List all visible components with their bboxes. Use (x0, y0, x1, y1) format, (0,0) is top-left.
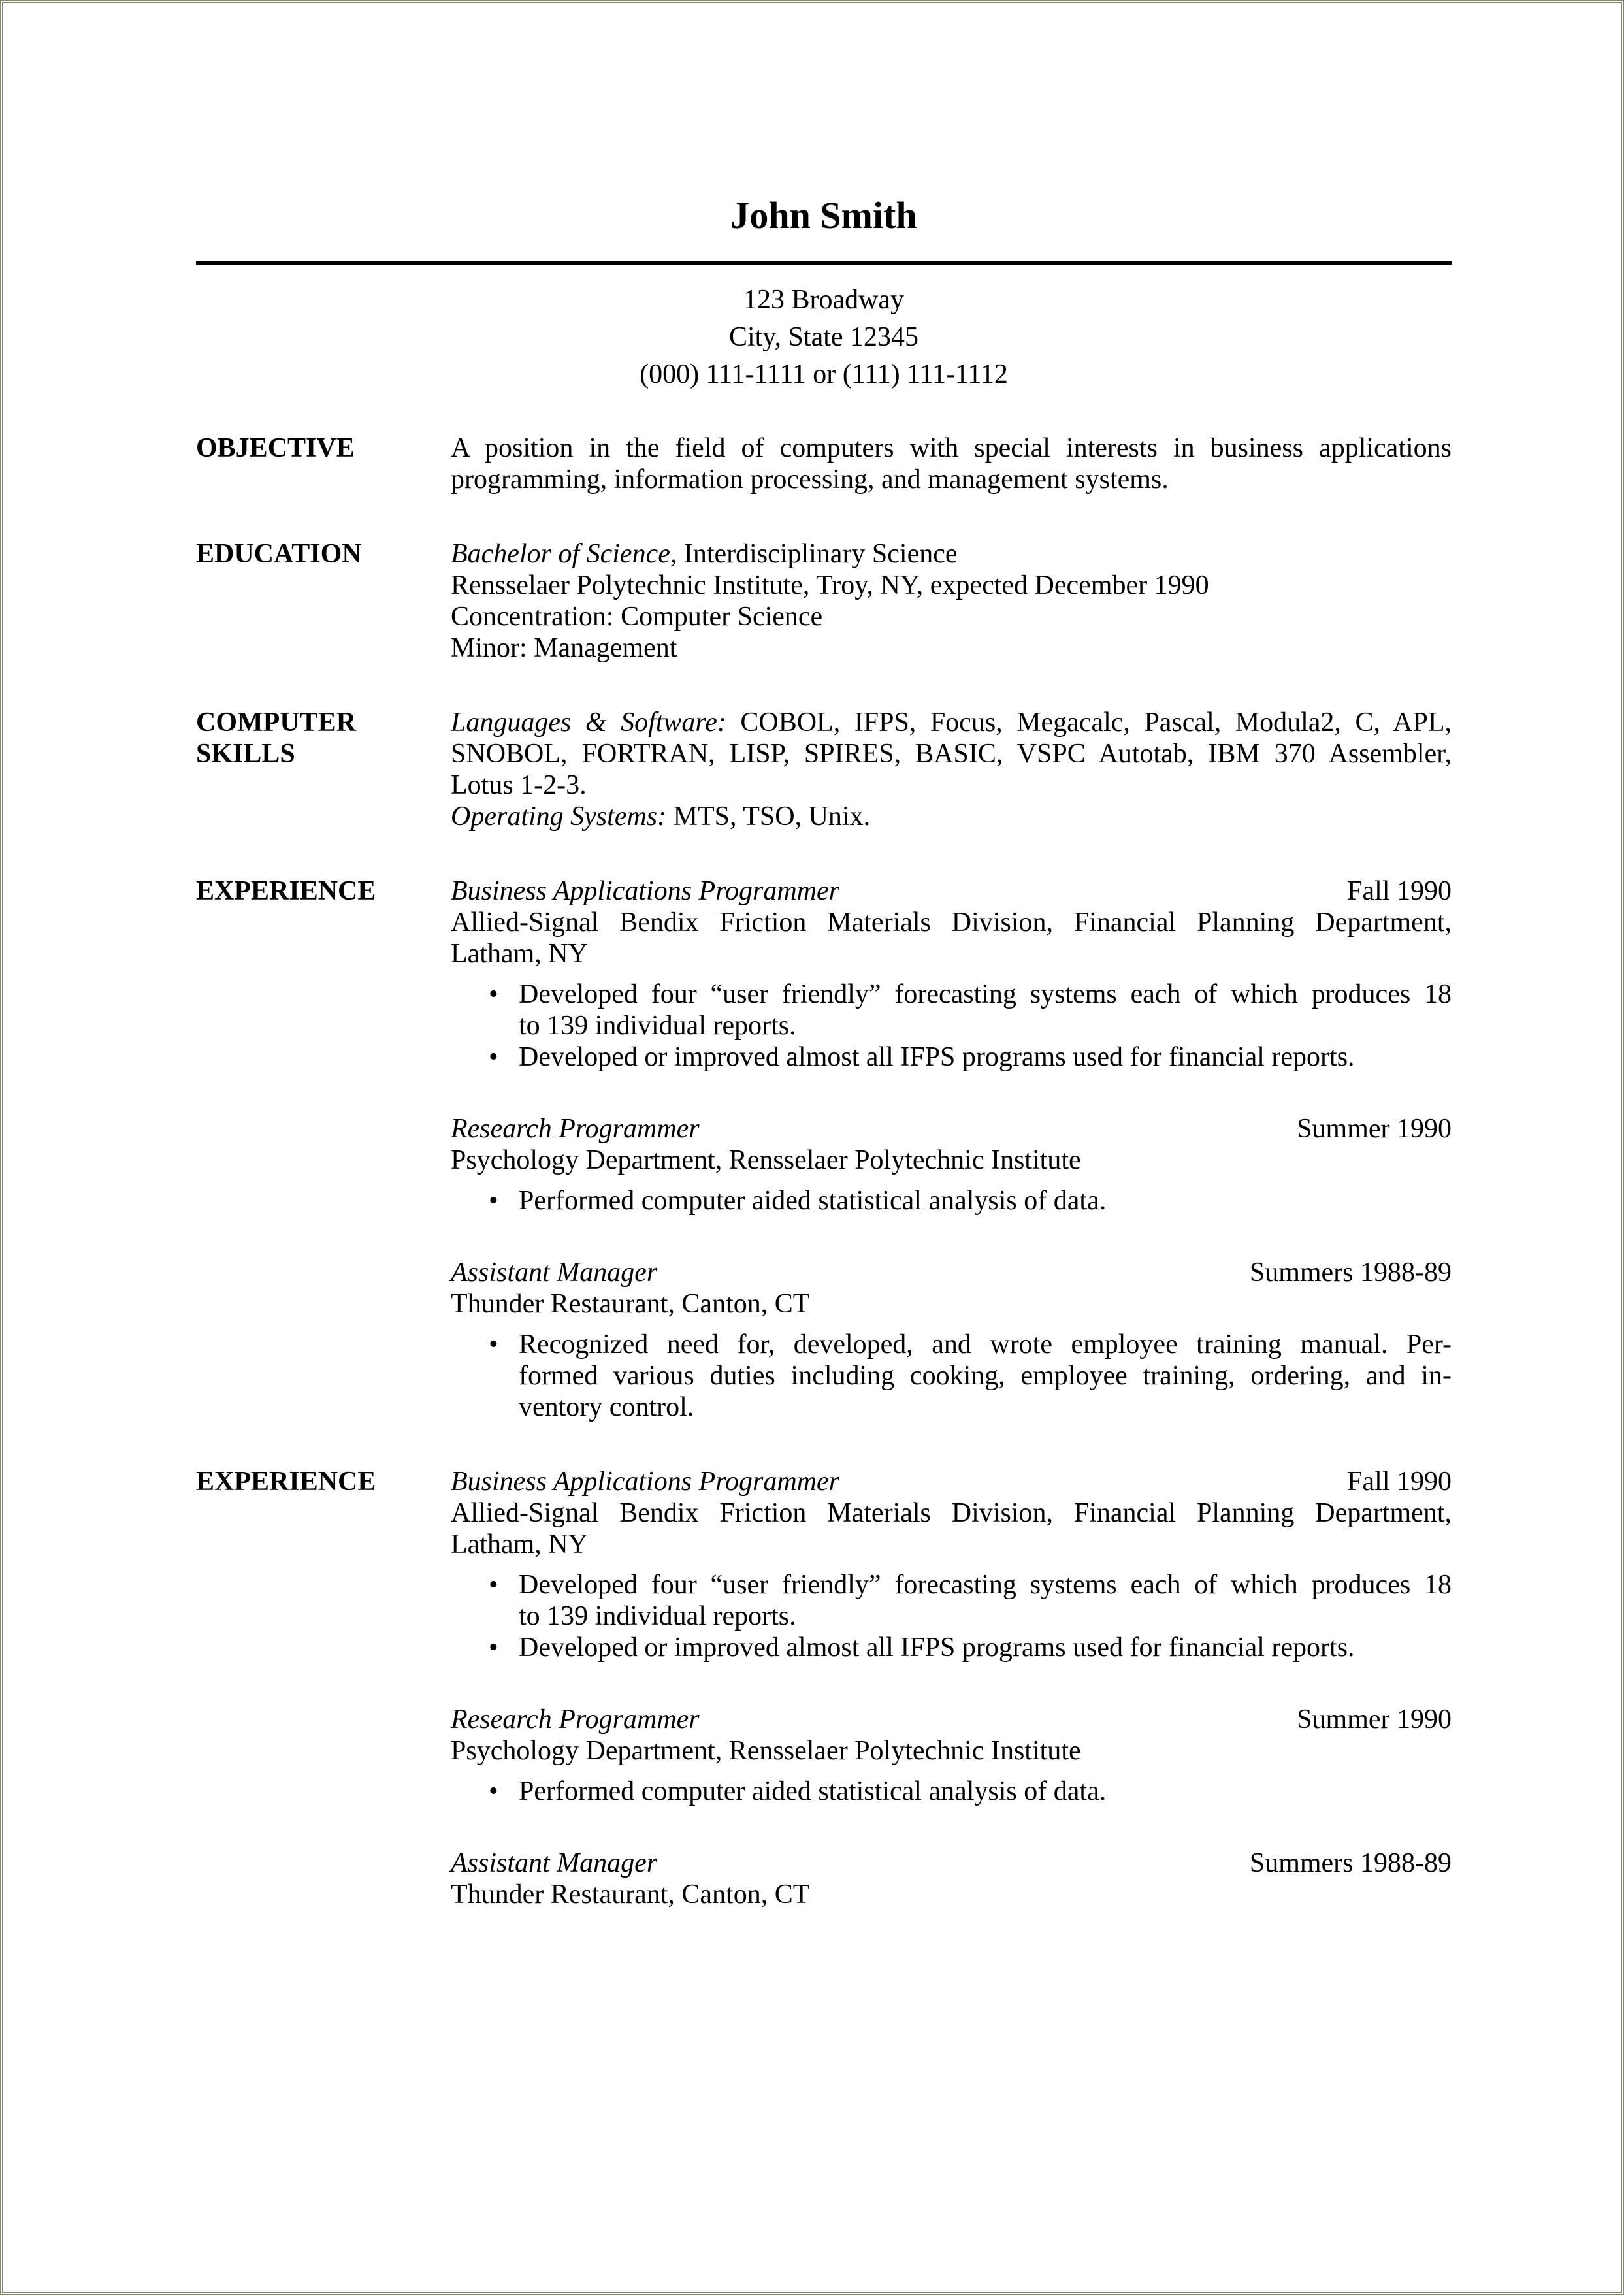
section-computer-skills (196, 707, 1452, 832)
job-date: Fall 1990 (1347, 876, 1452, 906)
job-title: Assistant Manager (451, 1848, 658, 1878)
section-label: OBJECTIVE (196, 433, 355, 463)
list-item (451, 1776, 1452, 1807)
job-date: Summers 1988-89 (1249, 1848, 1452, 1878)
job-header (451, 1466, 1452, 1497)
job-org-line: Allied-Signal Bendix Friction Materials Division, Financial Planning Department, (451, 1498, 1452, 1528)
school-line: Rensselaer Polytechnic Institute, Troy, NY, expected December 1990 (451, 570, 1209, 600)
address-line: 123 Broadway (743, 285, 905, 315)
job-org-line: Thunder Restaurant, Canton, CT (451, 1289, 810, 1319)
job (451, 1847, 1452, 1910)
objective-line: A position in the field of computers with special interests in business applications (451, 433, 1452, 463)
list-item (451, 1041, 1452, 1073)
list-item (451, 979, 1452, 1041)
job-title: Assistant Manager (451, 1258, 658, 1288)
address-line: City, State 12345 (728, 322, 919, 352)
bullet-icon: • (489, 1042, 498, 1072)
section-education (196, 538, 1452, 664)
page-title: John Smith (730, 194, 917, 236)
header-rule (196, 261, 1452, 265)
section-label: EXPERIENCE (196, 1467, 376, 1497)
languages-line (451, 707, 1452, 738)
job-org-line: Latham, NY (451, 939, 588, 969)
job (451, 1704, 1452, 1807)
bullet-line: formed various duties including cooking, employee training, ordering, and in- (519, 1361, 1452, 1391)
bullet-line: Developed or improved almost all IFPS programs used for financial reports. (519, 1042, 1355, 1072)
section-label: EDUCATION (196, 539, 362, 569)
list-item (451, 1632, 1452, 1663)
bullet-line: Recognized need for, developed, and wrote employee training manual. Per- (519, 1329, 1452, 1359)
bullet-list (451, 1185, 1452, 1216)
skills-content (451, 707, 1452, 832)
job-title: Research Programmer (451, 1704, 700, 1734)
bullet-icon: • (489, 1329, 498, 1359)
experience-content (451, 1466, 1452, 1910)
section-label: EXPERIENCE (196, 876, 376, 906)
job (451, 1466, 1452, 1663)
job-header (451, 1704, 1452, 1735)
bullet-icon: • (489, 1633, 498, 1663)
bullet-line: Developed four “user friendly” forecasting systems each of which produces 18 (519, 1570, 1452, 1600)
list-item (451, 1185, 1452, 1216)
job-date: Summer 1990 (1297, 1114, 1452, 1144)
job-header (451, 1257, 1452, 1288)
bullet-icon: • (489, 979, 498, 1009)
degree-name: Bachelor of Science, (451, 539, 677, 569)
objective-content (451, 432, 1452, 495)
job-header (451, 875, 1452, 907)
section-objective (196, 432, 1452, 495)
bullet-icon: • (489, 1570, 498, 1600)
job-header (451, 1113, 1452, 1145)
job-title: Research Programmer (451, 1114, 700, 1144)
job (451, 1257, 1452, 1423)
bullet-icon: • (489, 1186, 498, 1216)
job (451, 875, 1452, 1073)
degree-line (451, 538, 1452, 570)
bullet-list (451, 979, 1452, 1073)
bullet-line: Developed or improved almost all IFPS programs used for financial reports. (519, 1633, 1355, 1663)
job-header (451, 1847, 1452, 1879)
bullet-line: to 139 individual reports. (519, 1011, 796, 1041)
minor-line: Minor: Management (451, 633, 677, 663)
languages-line: Lotus 1-2-3. (451, 770, 587, 800)
section-experience-2 (196, 1466, 1452, 1910)
job-date: Summers 1988-89 (1249, 1258, 1452, 1288)
languages-list: COBOL, IFPS, Focus, Megacalc, Pascal, Modula2, C, APL, (726, 708, 1452, 738)
os-label: Operating Systems: (451, 802, 667, 832)
job-date: Summer 1990 (1297, 1704, 1452, 1734)
job-org-line: Thunder Restaurant, Canton, CT (451, 1880, 810, 1910)
section-label: COMPUTER SKILLS (196, 708, 356, 769)
section-experience-1 (196, 875, 1452, 1423)
bullet-list (451, 1776, 1452, 1807)
job-title: Business Applications Programmer (451, 876, 839, 906)
bullet-line: to 139 individual reports. (519, 1601, 796, 1631)
address-block (196, 282, 1452, 393)
bullet-line: Performed computer aided statistical analysis of data. (519, 1776, 1107, 1806)
phone-line: (000) 111-1111 or (111) 111-1112 (640, 359, 1008, 389)
bullet-line: Developed four “user friendly” forecasting systems each of which produces 18 (519, 979, 1452, 1009)
job-org-line: Psychology Department, Rensselaer Polytechnic Institute (451, 1736, 1081, 1766)
os-line (451, 801, 1452, 832)
bullet-list (451, 1329, 1452, 1423)
bullet-line: ventory control. (519, 1392, 694, 1422)
bullet-line: Performed computer aided statistical analysis of data. (519, 1186, 1107, 1216)
job-org-line: Allied-Signal Bendix Friction Materials Division, Financial Planning Department, (451, 907, 1452, 937)
concentration-line: Concentration: Computer Science (451, 602, 823, 632)
job (451, 1113, 1452, 1216)
list-item (451, 1329, 1452, 1423)
degree-field: Interdisciplinary Science (677, 539, 958, 569)
job-date: Fall 1990 (1347, 1467, 1452, 1497)
job-org-line: Psychology Department, Rensselaer Polytechnic Institute (451, 1145, 1081, 1175)
languages-line: SNOBOL, FORTRAN, LISP, SPIRES, BASIC, VSPC Autotab, IBM 370 Assembler, (451, 739, 1452, 769)
bullet-list (451, 1569, 1452, 1663)
job-title: Business Applications Programmer (451, 1467, 839, 1497)
bullet-icon: • (489, 1776, 498, 1806)
experience-content (451, 875, 1452, 1423)
os-list: MTS, TSO, Unix. (666, 802, 871, 832)
education-content (451, 538, 1452, 664)
job-org-line: Latham, NY (451, 1529, 588, 1559)
objective-line: programming, information processing, and management systems. (451, 464, 1169, 495)
languages-label: Languages & Software: (451, 708, 726, 738)
list-item (451, 1569, 1452, 1632)
